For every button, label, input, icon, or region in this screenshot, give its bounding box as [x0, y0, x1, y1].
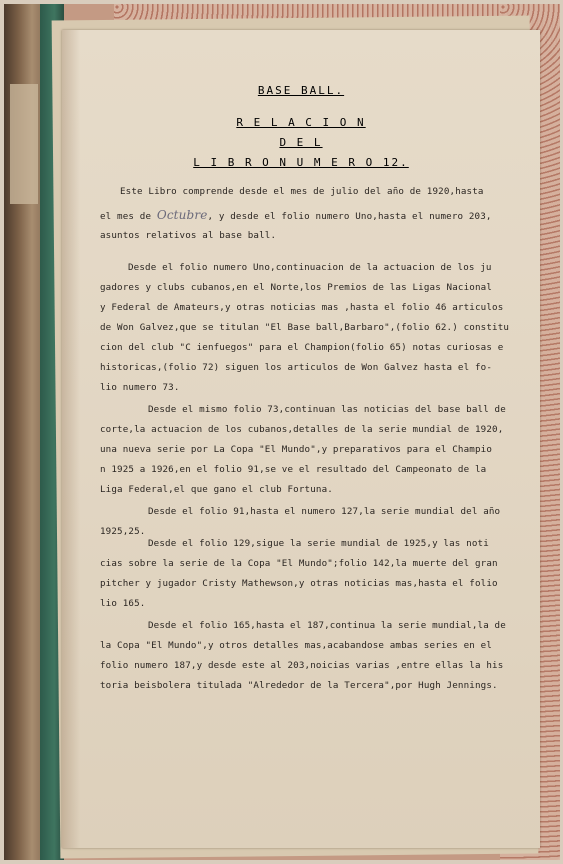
- text-line: Este Libro comprende desde el mes de julio del año de 1920,hasta: [120, 186, 484, 197]
- text-line: lio 165.: [100, 598, 146, 609]
- text-line: Desde el folio 91,hasta el numero 127,la serie mundial del año: [148, 506, 501, 517]
- text-line: Desde el folio numero Uno,continuacion de la actuacion de los ju: [128, 262, 492, 273]
- text-line: pitcher y jugador Cristy Mathewson,y otras noticias mas,hasta el folio: [100, 578, 498, 589]
- text-fragment: el mes de: [100, 211, 152, 222]
- text-line: Desde el mismo folio 73,continuan las noticias del base ball de: [148, 404, 506, 415]
- text-line: y Federal de Amateurs,y otras noticias mas ,hasta el folio 46 articulos: [100, 302, 504, 313]
- text-line: Desde el folio 129,sigue la serie mundial de 1925,y las noti: [148, 538, 489, 549]
- page-subheading-libro: L I B R O N U M E R O 12.: [193, 156, 409, 169]
- text-line: asuntos relativos al base ball.: [100, 230, 277, 241]
- page-subheading-relacion: R E L A C I O N: [236, 116, 366, 129]
- text-line: cias sobre la serie de la Copa "El Mundo";folio 142,la muerte del gran: [100, 558, 498, 569]
- book-spine: [4, 4, 44, 860]
- spine-tape: [10, 84, 38, 204]
- text-line: folio numero 187,y desde este al 203,noicias varias ,entre ellas la his: [100, 660, 504, 671]
- text-line: Desde el folio 165,hasta el 187,continua la serie mundial,la de: [148, 620, 506, 631]
- handwritten-month: Octubre: [156, 208, 208, 222]
- text-line: n 1925 a 1926,en el folio 91,se ve el resultado del Campeonato de la: [100, 464, 487, 475]
- page-stain: [62, 30, 80, 848]
- text-line: la Copa "El Mundo",y otros detalles mas,acabandose ambas series en el: [100, 640, 493, 651]
- text-line: corte,la actuacion de los cubanos,detalles de la serie mundial de 1920,: [100, 424, 504, 435]
- page-subheading-del: D E L: [279, 136, 323, 149]
- text-line: una nueva serie por La Copa "El Mundo",y preparativos para el Champio: [100, 444, 493, 455]
- text-line: [100, 208, 540, 222]
- book-cover: [4, 4, 560, 860]
- typed-page: [62, 30, 540, 848]
- text-line: toria beisbolera titulada "Alrededor de la Tercera",por Hugh Jennings.: [100, 680, 498, 691]
- text-line: Liga Federal,el que gano el club Fortuna.: [100, 484, 333, 495]
- text-line: 1925,25.: [100, 526, 146, 537]
- text-line: cion del club "C ienfuegos" para el Champion(folio 65) notas curiosas e: [100, 342, 504, 353]
- text-line: gadores y clubs cubanos,en el Norte,los Premios de las Ligas Nacional: [100, 282, 493, 293]
- text-fragment: , y desde el folio numero Uno,hasta el numero 203,: [207, 211, 492, 222]
- page-heading: BASE BALL.: [257, 84, 345, 97]
- text-line: lio numero 73.: [100, 382, 180, 393]
- text-line: de Won Galvez,que se titulan "El Base ball,Barbaro",(folio 62.) constitu: [100, 322, 510, 333]
- text-line: historicas,(folio 72) siguen los articulos de Won Galvez hasta el fo-: [100, 362, 493, 373]
